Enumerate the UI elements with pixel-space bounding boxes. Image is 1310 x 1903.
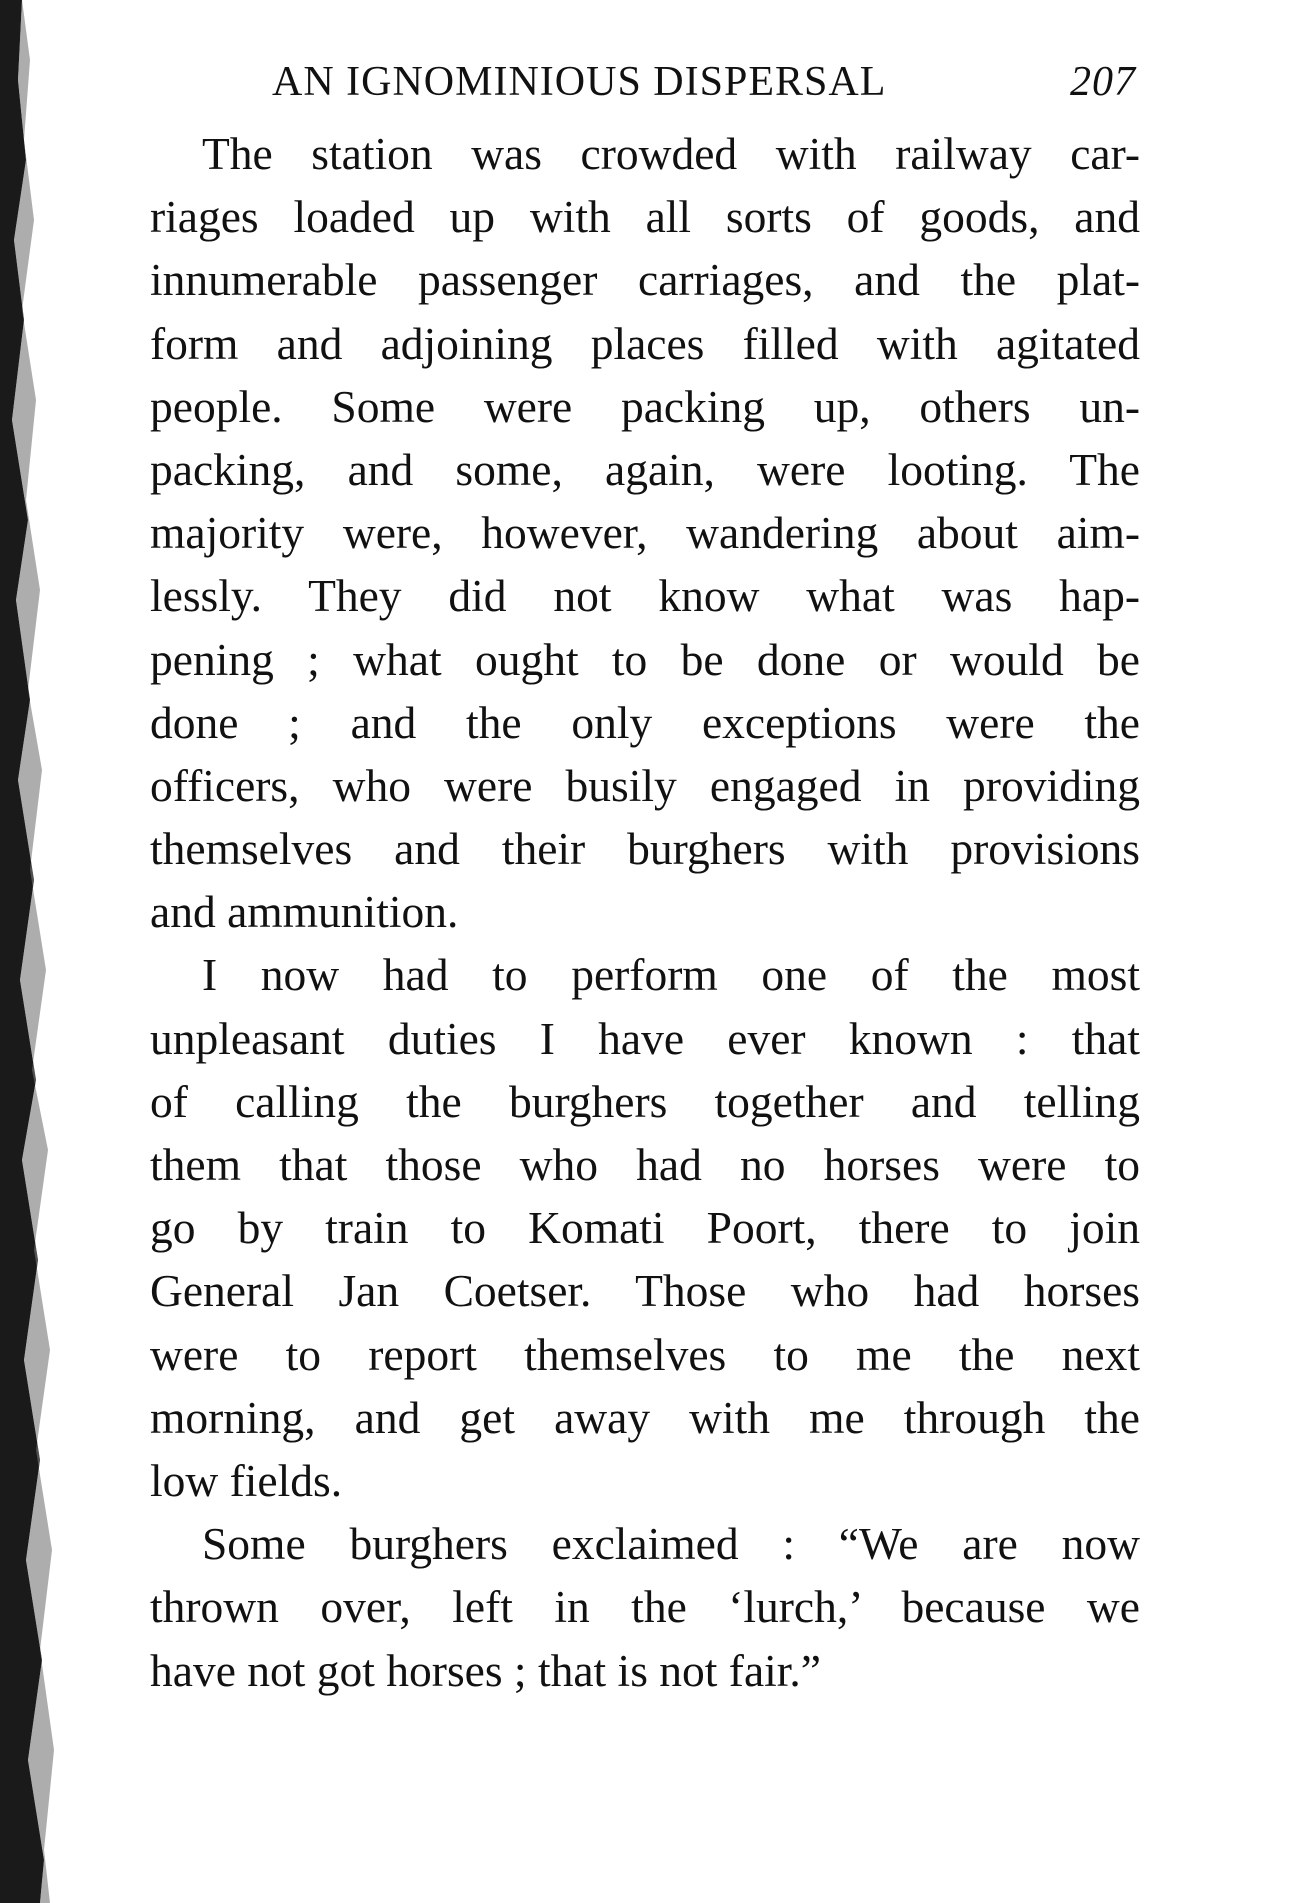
text-line: The station was crowded with railway car- bbox=[202, 128, 1140, 179]
text-line: were to report themselves to me the next bbox=[150, 1328, 1140, 1380]
text-line: themselves and their burghers with provisions bbox=[150, 823, 1140, 875]
page-number: 207 bbox=[1070, 59, 1136, 105]
text-line: officers, who were busily engaged in providing bbox=[150, 759, 1140, 811]
text-line: morning, and get away with me through the bbox=[150, 1391, 1140, 1443]
text-line: General Jan Coetser. Those who had horses bbox=[150, 1265, 1140, 1317]
text-line: them that those who had no horses were to bbox=[150, 1139, 1140, 1190]
text-line: pening ; what ought to be done or would be bbox=[150, 633, 1140, 685]
text-line: Some burghers exclaimed : “We are now bbox=[202, 1518, 1140, 1570]
text-line: of calling the burghers together and telling bbox=[150, 1075, 1140, 1127]
text-line: done ; and the only exceptions were the bbox=[150, 696, 1140, 748]
text-line: innumerable passenger carriages, and the plat- bbox=[150, 254, 1140, 306]
paragraph-2 bbox=[150, 943, 1150, 1512]
text-line: packing, and some, again, were looting. The bbox=[150, 443, 1140, 495]
running-title: AN IGNOMINIOUS DISPERSAL bbox=[272, 59, 887, 105]
paragraph-1 bbox=[150, 122, 1150, 943]
text-line: low fields. bbox=[150, 1454, 343, 1506]
text-line: lessly. They did not know what was hap- bbox=[150, 570, 1140, 622]
paragraph-3 bbox=[150, 1512, 1150, 1702]
text-line: go by train to Komati Poort, there to join bbox=[150, 1202, 1140, 1254]
scan-gutter-edge bbox=[0, 0, 70, 1903]
text-line: riages loaded up with all sorts of goods, and bbox=[150, 191, 1140, 243]
book-page bbox=[150, 58, 1150, 1702]
text-line: I now had to perform one of the most bbox=[202, 949, 1140, 1001]
text-line: unpleasant duties I have ever known : that bbox=[150, 1012, 1140, 1064]
text-line: have not got horses ; that is not fair.” bbox=[150, 1644, 821, 1696]
text-line: thrown over, left in the ‘lurch,’ because we bbox=[150, 1581, 1140, 1633]
text-line: form and adjoining places filled with agitated bbox=[150, 317, 1140, 369]
text-line: and ammunition. bbox=[150, 886, 459, 938]
text-line: majority were, however, wandering about aim- bbox=[150, 507, 1140, 559]
text-line: people. Some were packing up, others un- bbox=[150, 380, 1140, 432]
running-head bbox=[150, 58, 1150, 122]
